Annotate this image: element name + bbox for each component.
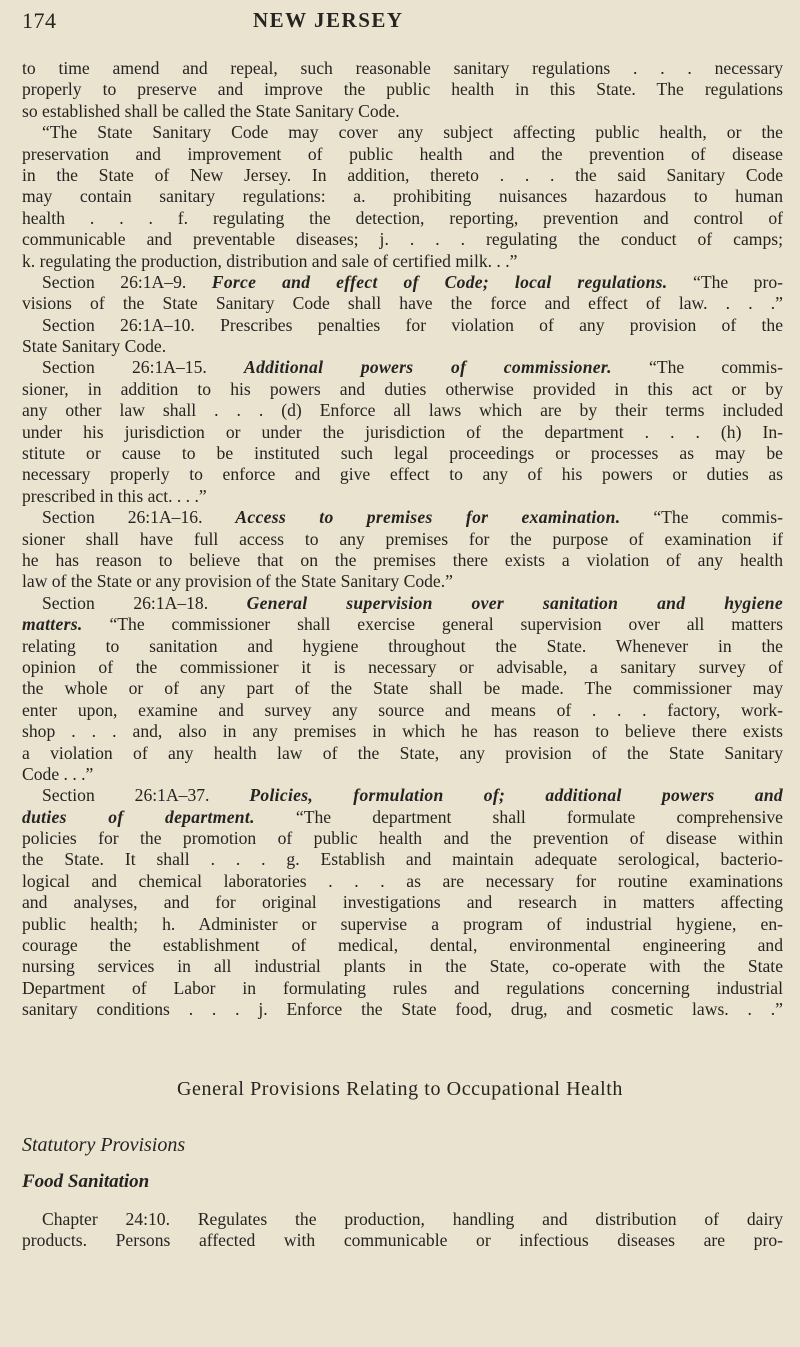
- line-text: Department of Labor in formulating rules and regulations concerning industrial: [22, 977, 783, 998]
- text-line: [22, 486, 783, 507]
- line-text: stitute or cause to be instituted such legal proceedings or processes as may be: [22, 443, 783, 464]
- line-text: properly to preserve and improve the public health in this State. The regulations: [22, 79, 783, 100]
- line-text: Section 26:1A–16.: [42, 507, 236, 528]
- line-text: Section 26:1A–18.: [42, 592, 247, 613]
- text-line: [22, 529, 783, 550]
- text-line: [22, 165, 783, 186]
- text-line: [22, 58, 783, 79]
- subsubheading: Food Sanitation: [22, 1171, 150, 1192]
- text-line: [22, 743, 783, 764]
- text-line: [22, 614, 783, 635]
- line-text: relating to sanitation and hygiene throughout the State. Whenever in the: [22, 635, 783, 656]
- tail-text: [22, 1209, 783, 1252]
- text-line: [22, 101, 783, 122]
- text-line: [22, 807, 783, 828]
- text-line: [22, 272, 783, 293]
- italic-heading-text: duties of department.: [22, 806, 255, 827]
- line-text: Section 26:1A–15.: [42, 357, 245, 378]
- text-line: [22, 999, 783, 1020]
- line-text: any other law shall . . . (d) Enforce all laws which are by their terms included: [22, 400, 783, 421]
- text-line: [22, 336, 783, 357]
- italic-heading-text: Force and effect of Code; local regulations.: [211, 271, 668, 292]
- italic-heading-text: General supervision over sanitation and hygiene: [246, 592, 783, 613]
- line-text: preservation and improvement of public health and the prevention of disease: [22, 143, 783, 164]
- italic-heading-text: matters.: [22, 614, 83, 635]
- text-line: [22, 293, 783, 314]
- line-text: Chapter 24:10. Regulates the production, handling and distribution of dairy: [42, 1209, 783, 1229]
- text-line: [22, 422, 783, 443]
- line-text: so established shall be called the State Sanitary Code.: [22, 100, 400, 121]
- italic-heading-text: Additional powers of commissioner.: [244, 357, 612, 378]
- line-text: Section 26:1A–10. Prescribes penalties for violation of any provision of the: [42, 314, 783, 335]
- text-line: [22, 700, 783, 721]
- text-line: [22, 657, 783, 678]
- text-line: [22, 208, 783, 229]
- line-text: policies for the promotion of public health and the prevention of disease within: [22, 828, 783, 849]
- text-line: [22, 144, 783, 165]
- running-title: NEW JERSEY: [253, 8, 404, 32]
- line-text: the whole or of any part of the State shall be made. The commissioner may: [22, 678, 783, 699]
- text-line: [22, 914, 783, 935]
- text-line: [22, 379, 783, 400]
- text-line: [22, 443, 783, 464]
- line-text: visions of the State Sanitary Code shall have the force and effect of law. . . .”: [22, 293, 783, 314]
- line-text: law of the State or any provision of the State Sanitary Code.”: [22, 571, 453, 592]
- text-line: [22, 507, 783, 528]
- line-text: prescribed in this act. . . .”: [22, 485, 207, 506]
- line-text: products. Persons affected with communicable or infectious diseases are pro-: [22, 1230, 783, 1251]
- line-text: he has reason to believe that on the premises there exists a violation of any health: [22, 549, 783, 570]
- line-text: shop . . . and, also in any premises in which he has reason to believe there exists: [22, 721, 783, 742]
- line-text: under his jurisdiction or under the jurisdiction of the department . . . (h) In-: [22, 421, 783, 442]
- line-text: and analyses, and for original investigations and research in matters affecting: [22, 892, 783, 913]
- line-text: necessary properly to enforce and give effect to any of his powers or duties as: [22, 464, 783, 485]
- text-line: [22, 764, 783, 785]
- line-text: Section 26:1A–9.: [42, 271, 212, 292]
- text-line: [22, 186, 783, 207]
- text-line: [22, 828, 783, 849]
- line-text: State Sanitary Code.: [22, 336, 167, 357]
- line-text: a violation of any health law of the State, any provision of the State Sanitary: [22, 742, 783, 763]
- text-line: [22, 400, 783, 421]
- line-text: courage the establishment of medical, dental, environmental engineering and: [22, 935, 783, 956]
- body-text: [22, 58, 783, 1021]
- text-line: [22, 79, 783, 100]
- text-line: [22, 464, 783, 485]
- text-line: [22, 357, 783, 378]
- line-text: nursing services in all industrial plants in the State, co-operate with the State: [22, 956, 783, 977]
- line-text: “The department shall formulate comprehensive: [254, 806, 783, 827]
- line-text: opinion of the commissioner it is necessary or advisable, a sanitary survey of: [22, 656, 783, 677]
- line-text: the State. It shall . . . g. Establish and maintain adequate serological, bacterio-: [22, 849, 783, 870]
- subheading: Statutory Provisions: [22, 1134, 186, 1156]
- line-text: may contain sanitary regulations: a. prohibiting nuisances hazardous to human: [22, 186, 783, 207]
- text-line: [22, 935, 783, 956]
- text-line: [22, 678, 783, 699]
- line-text: to time amend and repeal, such reasonable sanitary regulations . . . necessary: [22, 58, 783, 78]
- text-line: [22, 550, 783, 571]
- text-line: [22, 1209, 783, 1230]
- text-line: [22, 785, 783, 806]
- italic-heading-text: Policies, formulation of; additional powers and: [249, 785, 783, 806]
- text-line: [22, 1230, 783, 1251]
- text-line: [22, 892, 783, 913]
- section-heading: General Provisions Relating to Occupational Health: [176, 1078, 623, 1100]
- text-line: [22, 721, 783, 742]
- line-text: sioner, in addition to his powers and duties otherwise provided in this act or by: [22, 378, 783, 399]
- page-number: 174: [22, 8, 57, 33]
- text-line: [22, 978, 783, 999]
- line-text: “The commissioner shall exercise general supervision over all matters: [82, 614, 783, 635]
- text-line: [22, 571, 783, 592]
- line-text: health . . . f. regulating the detection, reporting, prevention and control of: [22, 207, 783, 228]
- line-text: “The State Sanitary Code may cover any subject affecting public health, or the: [42, 122, 783, 143]
- italic-heading-text: Access to premises for examination.: [235, 507, 621, 528]
- line-text: sioner shall have full access to any premises for the purpose of examination if: [22, 528, 783, 549]
- text-line: [22, 849, 783, 870]
- text-line: [22, 315, 783, 336]
- line-text: “The commis-: [611, 357, 783, 378]
- line-text: Code . . .”: [22, 763, 94, 784]
- text-line: [22, 251, 783, 272]
- line-text: “The pro-: [667, 271, 783, 292]
- line-text: k. regulating the production, distribution and sale of certified milk. . .”: [22, 250, 518, 271]
- text-line: [22, 636, 783, 657]
- line-text: “The commis-: [620, 507, 784, 528]
- line-text: public health; h. Administer or supervise a program of industrial hygiene, en-: [22, 913, 783, 934]
- text-line: [22, 871, 783, 892]
- line-text: logical and chemical laboratories . . . as are necessary for routine examinations: [22, 870, 783, 891]
- text-line: [22, 122, 783, 143]
- line-text: enter upon, examine and survey any source and means of . . . factory, work-: [22, 699, 783, 720]
- page-header: [22, 8, 783, 38]
- line-text: communicable and preventable diseases; j. . . . regulating the conduct of camps;: [22, 229, 783, 250]
- line-text: sanitary conditions . . . j. Enforce the State food, drug, and cosmetic laws. . .”: [22, 999, 783, 1020]
- text-line: [22, 956, 783, 977]
- line-text: in the State of New Jersey. In addition, thereto . . . the said Sanitary Code: [22, 164, 783, 185]
- text-line: [22, 229, 783, 250]
- text-line: [22, 593, 783, 614]
- line-text: Section 26:1A–37.: [42, 785, 250, 806]
